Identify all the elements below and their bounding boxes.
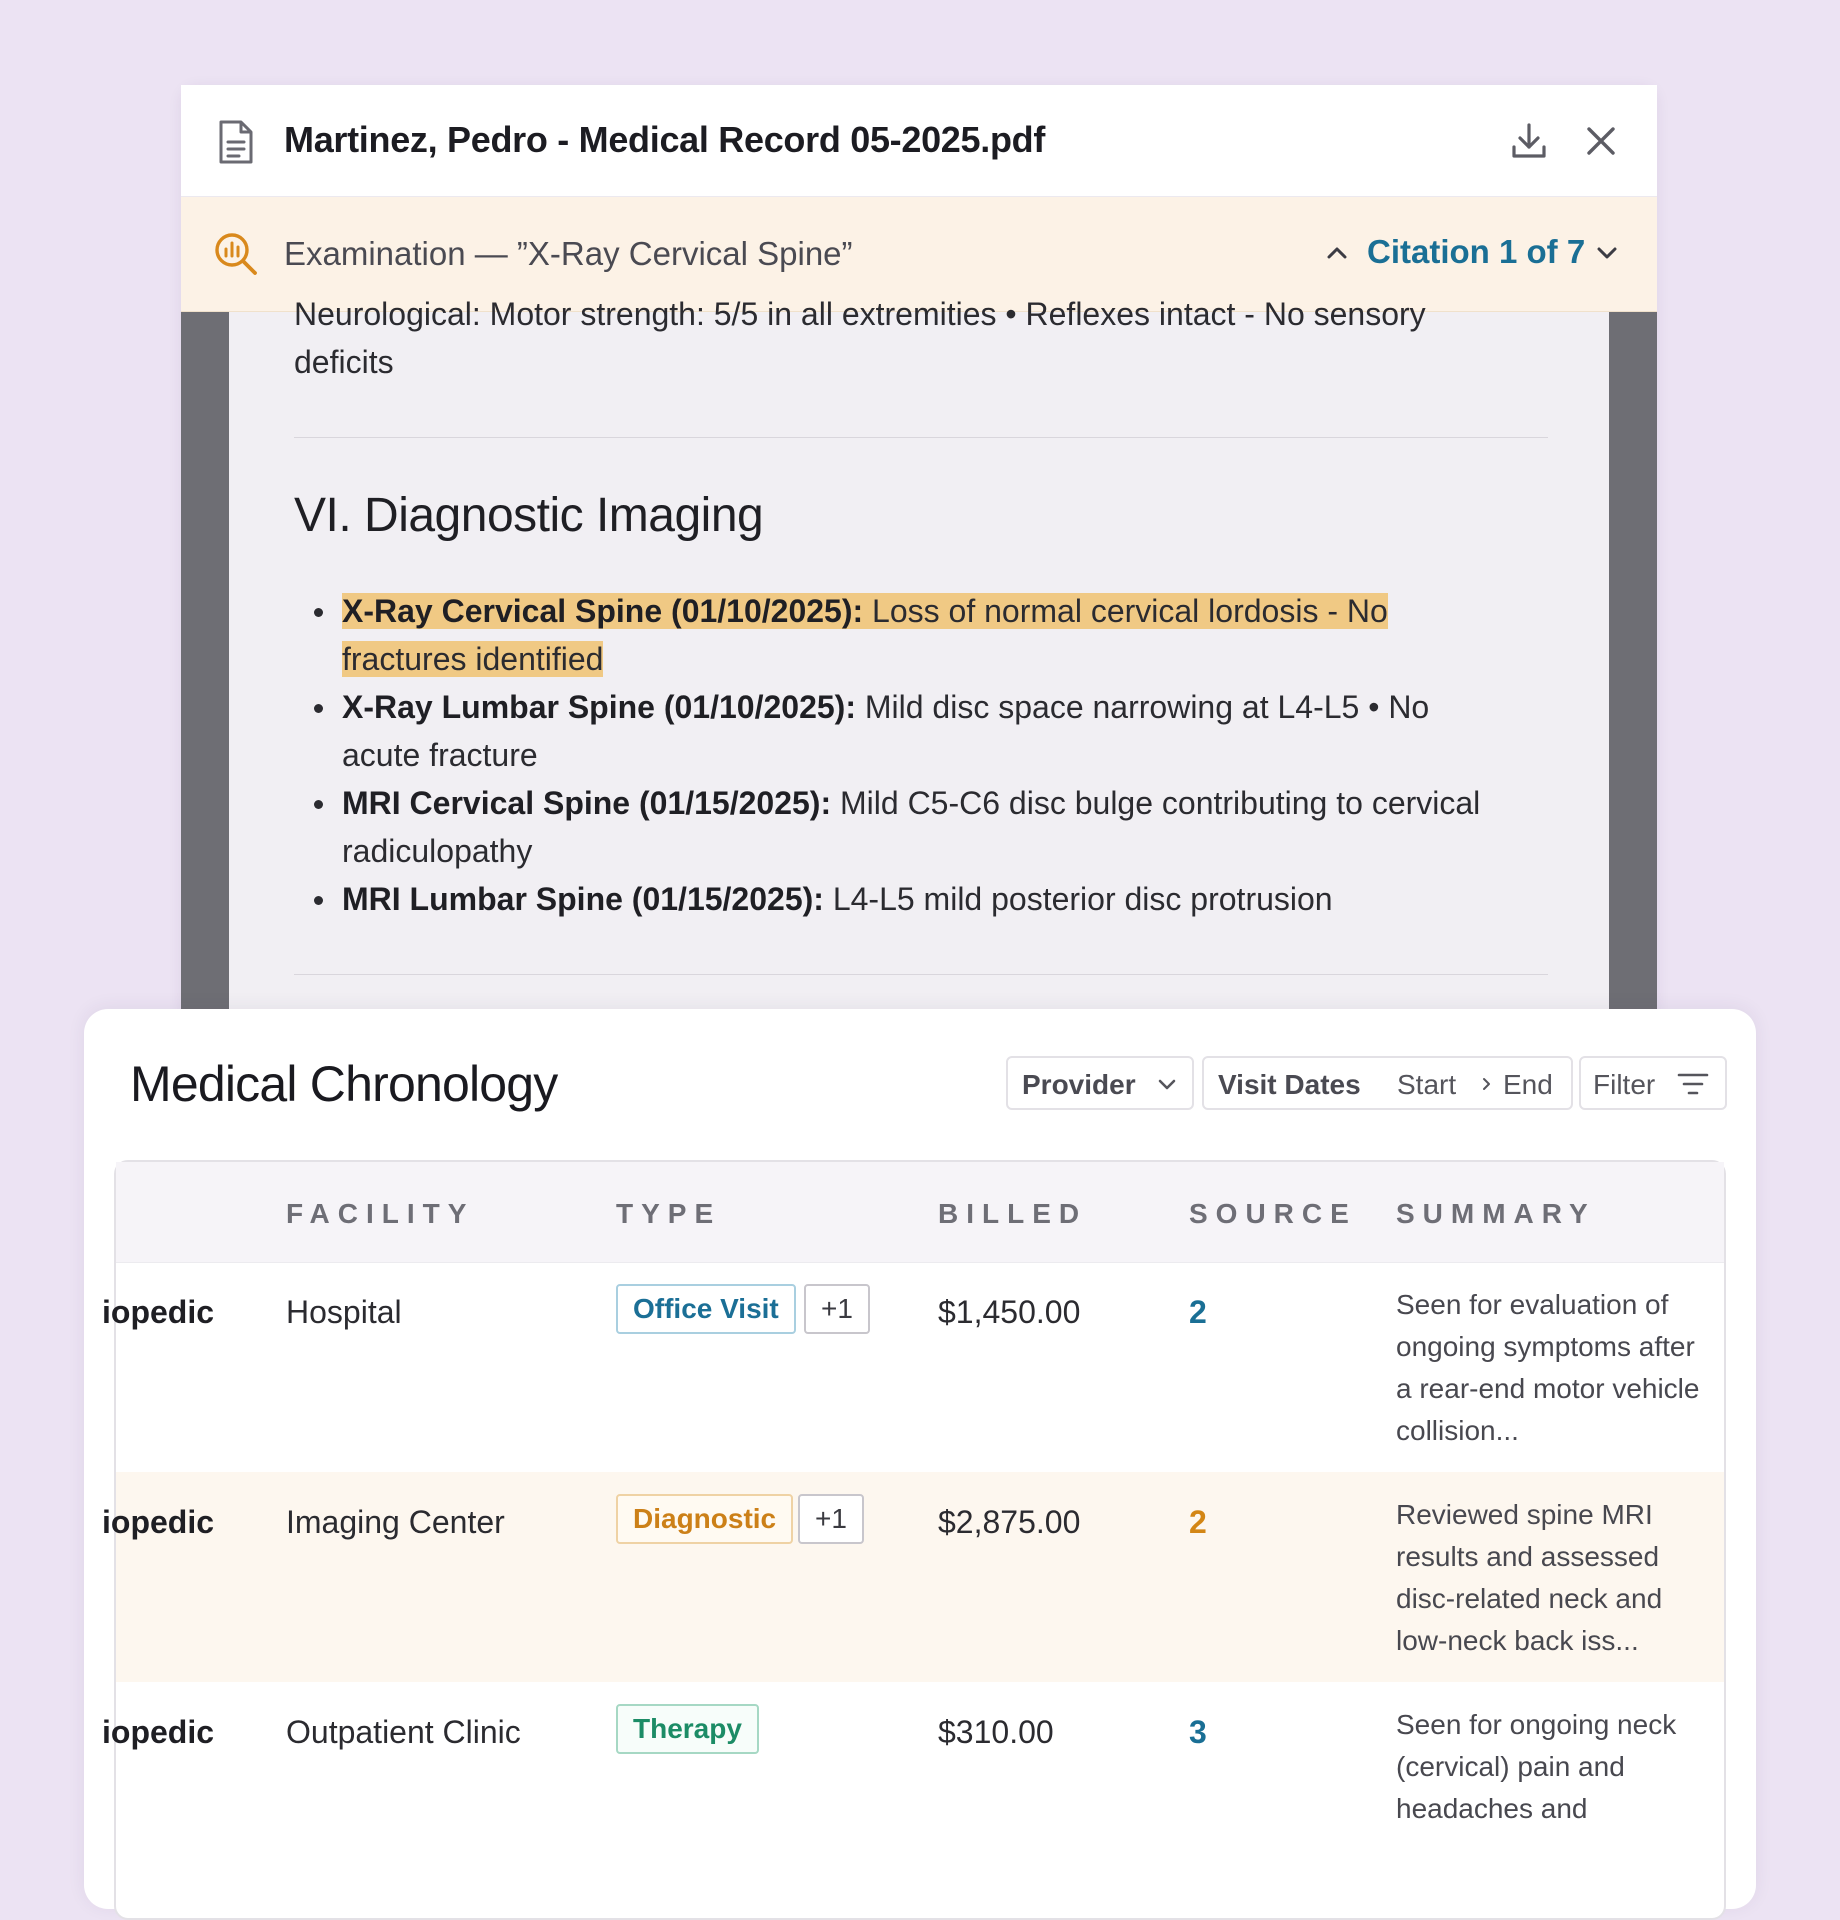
table-header [116,1162,1724,1263]
filter-button[interactable] [1579,1056,1727,1110]
start-date-field[interactable]: Start [1397,1069,1457,1100]
imaging-item-title: MRI Cervical Spine (01/15/2025): [342,785,832,821]
facility-cell: Imaging Center [286,1504,505,1540]
chronology-table [102,1160,1726,1920]
citation-counter: Citation 1 of 7 [1367,233,1586,270]
column-header-type[interactable]: TYPE [616,1198,722,1229]
section-divider [294,974,1548,975]
table-row[interactable] [102,1262,1724,1472]
chevron-down-icon[interactable] [1591,237,1623,269]
imaging-item [294,587,1494,683]
source-link[interactable]: 2 [1189,1294,1207,1330]
visit-dates-range[interactable] [1202,1056,1573,1110]
medical-chronology-panel [84,1009,1756,1909]
source-link[interactable]: 2 [1189,1504,1207,1540]
document-canvas[interactable] [181,296,1657,1015]
imaging-item-text: Mild C5-C6 disc bulge contributing to cervical radiculopathy [342,785,1481,869]
viewer-header [181,85,1657,197]
column-header-facility[interactable]: FACILITY [286,1198,475,1229]
imaging-item-text: L4-L5 mild posterior disc protrusion [823,881,1333,917]
type-badge[interactable]: Diagnostic [616,1494,793,1544]
close-icon[interactable] [1577,117,1625,165]
imaging-item [294,683,1494,779]
source-link[interactable]: 3 [1189,1714,1207,1750]
summary-cell: Seen for ongoing neck (cervical) pain and headaches and [1396,1709,1677,1824]
download-icon[interactable] [1505,117,1553,165]
column-header-summary[interactable]: SUMMARY [1396,1198,1596,1229]
section-divider [294,437,1548,438]
citation-highlight [342,593,1388,677]
imaging-item-title: X-Ray Cervical Spine (01/10/2025): [342,593,864,629]
document-page [229,296,1609,1032]
imaging-item-text: Mild disc space narrowing at L4-L5 • No acute fracture [342,689,1430,773]
filter-label: Filter [1593,1069,1656,1100]
type-badge[interactable]: Office Visit [616,1284,796,1334]
summary-cell: Reviewed spine MRI results and assessed disc-related neck and low-neck back iss... [1396,1499,1663,1656]
chevron-down-icon [1156,1073,1178,1095]
search-chart-icon [213,231,259,277]
provider-dropdown[interactable] [1006,1056,1194,1110]
imaging-item-title: X-Ray Lumbar Spine (01/10/2025): [342,689,856,725]
chevron-right-icon [1480,1077,1494,1091]
visit-dates-label: Visit Dates [1218,1069,1361,1100]
facility-cell: Hospital [286,1294,402,1330]
document-icon [217,119,255,165]
provider-cell: iopedic [102,1294,215,1330]
type-badge[interactable]: Therapy [616,1704,759,1754]
imaging-item-text: Loss of normal cervical lordosis - No fractures identified [342,593,1388,677]
imaging-item [294,875,1494,923]
provider-cell: iopedic [102,1714,215,1750]
imaging-item [294,779,1494,875]
neurological-paragraph: Neurological: Motor strength: 5/5 in all extremities • Reflexes intact - No sensory deficits [294,296,1426,380]
imaging-list [294,587,1494,923]
billed-cell: $310.00 [938,1714,1054,1750]
end-date-field[interactable]: End [1503,1069,1553,1100]
filter-lines-icon [1677,1071,1709,1097]
table-row[interactable] [102,1682,1724,1892]
provider-cell: iopedic [102,1504,215,1540]
column-header-billed[interactable]: BILLED [938,1198,1088,1229]
column-header-source[interactable]: SOURCE [1189,1198,1357,1229]
chevron-up-icon[interactable] [1321,237,1353,269]
document-title: Martinez, Pedro - Medical Record 05-2025.pdf [284,119,1046,160]
summary-cell: Seen for evaluation of ongoing symptoms after a rear-end motor vehicle collision... [1396,1289,1700,1446]
facility-cell: Outpatient Clinic [286,1714,521,1750]
more-types-badge[interactable]: +1 [804,1284,870,1334]
chronology-title: Medical Chronology [130,1056,558,1112]
billed-cell: $1,450.00 [938,1294,1081,1330]
provider-label: Provider [1022,1069,1136,1100]
imaging-item-title: MRI Lumbar Spine (01/15/2025): [342,881,824,917]
section-heading: VI. Diagnostic Imaging [294,489,764,542]
more-types-badge[interactable]: +1 [798,1494,864,1544]
citation-label: Examination — ”X-Ray Cervical Spine” [284,235,853,272]
table-row[interactable] [102,1472,1724,1682]
pdf-viewer [181,85,1657,1015]
billed-cell: $2,875.00 [938,1504,1081,1540]
